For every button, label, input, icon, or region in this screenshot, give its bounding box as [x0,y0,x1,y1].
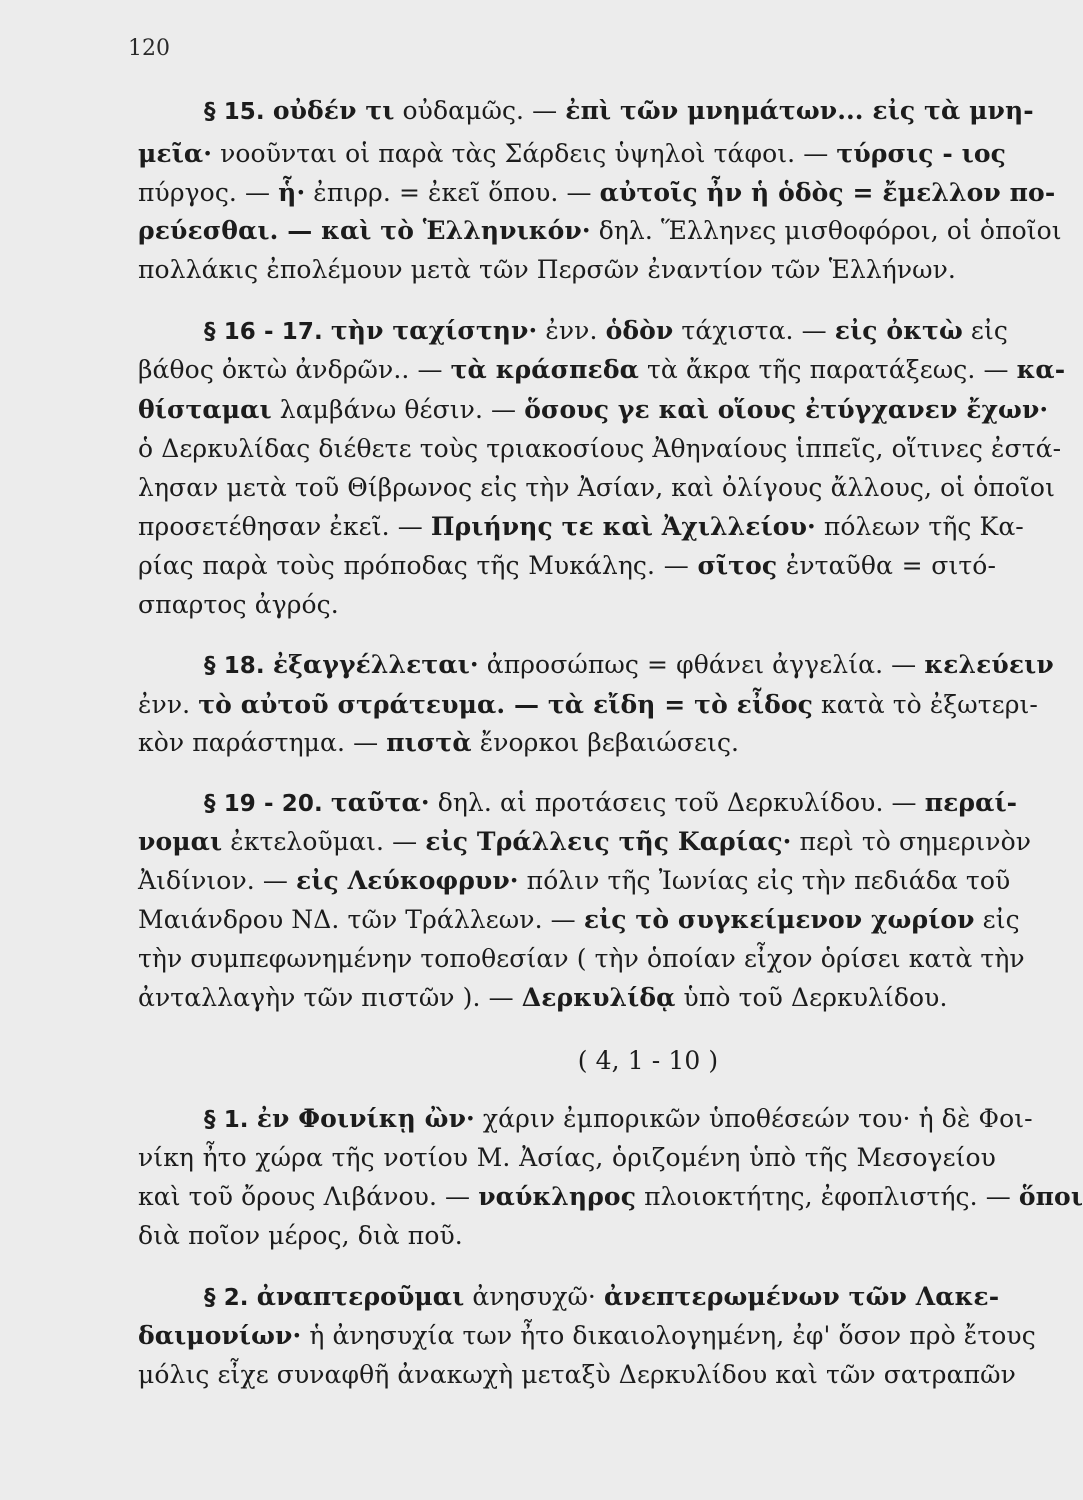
lemma-term: κελεύειν [924,650,1054,679]
gloss-text: ὁ Δερκυλίδας διέθετε τοὺς τριακοσίους Ἀθηναίους ἱππεῖς, οἵτινες ἐστά- [138,434,1062,463]
gloss-text: τάχιστα. — [673,316,835,345]
gloss-text: πόλιν τῆς Ἰωνίας εἰς τὴν πεδιάδα τοῦ [518,866,1011,895]
lemma-term: ὅσους γε καὶ οἵους ἐτύγχανεν ἔχων· [524,395,1049,424]
gloss-text: καὶ τοῦ ὄρους Λιβάνου. — [138,1182,479,1211]
gloss-text: ἐπιρρ. = ἐκεῖ ὅπου. — [305,178,600,207]
lemma-term: Πριήνης τε καὶ Ἀχιλλείου· [430,512,816,541]
gloss-text: ἐνταῦθα = σιτό- [777,551,996,580]
text-line [498,1046,798,1076]
lemma-term: αὐτοῖς ἦν ἡ ὁδὸς = ἔμελλον πο- [599,178,1056,207]
gloss-text: διὰ ποῖον μέρος, διὰ ποῦ. [138,1221,463,1250]
gloss-text: νίκη ἦτο χώρα τῆς νοτίου Μ. Ἀσίας, ὁριζομένη ὑπὸ τῆς Μεσογείου [138,1143,996,1172]
gloss-text: πόλεων τῆς Κα- [815,512,1024,541]
gloss-text: εἰς [974,905,1020,934]
gloss-text: εἰς [962,316,1008,345]
lemma-term: ἀναπτεροῦμαι [256,1282,465,1311]
gloss-text [249,1282,257,1311]
text-line [138,728,996,758]
gloss-text: ρίας παρὰ τοὺς πρόποδας τῆς Μυκάλης. — [138,551,698,580]
section-number: § 15. [204,99,265,125]
text-line [138,788,1018,819]
text-line [138,1143,996,1173]
gloss-text: πύργος. — [138,178,279,207]
gloss-text [323,316,331,345]
gloss-text: ἐκτελοῦμαι. — [222,827,426,856]
section-number: § 16 - 17. [204,319,323,345]
gloss-text: νοοῦνται οἱ παρὰ τὰς Σάρδεις ὑψηλοὶ τάφοι. — [212,139,837,168]
gloss-text: περὶ τὸ σημερινὸν [791,827,1032,856]
lemma-term: πιστὰ [386,728,472,757]
lemma-term: ἐν Φοινίκῃ ὢν· [256,1104,475,1133]
text-line [138,178,1056,208]
gloss-text: σπαρτος ἀγρός. [138,590,339,619]
page-number: 120 [128,36,170,61]
gloss-text: ἡ ἀνησυχία των ἦτο δικαιολογημένη, ἐφ' ὅσον πρὸ ἔτους [301,1321,1036,1350]
gloss-text [323,788,331,817]
lemma-term: ἐπὶ τῶν μνημάτων... εἰς τὰ μνη- [565,96,1034,125]
text-line [138,983,996,1013]
gloss-text: προσετέθησαν ἐκεῖ. — [138,512,431,541]
lemma-term: εἰς τὸ συγκείμενον χωρίον [583,905,975,934]
lemma-term: τύρσις - ιος [836,139,1006,168]
text-line [138,255,996,285]
section-number: § 1. [204,1107,249,1133]
lemma-term: δαιμονίων· [138,1321,302,1350]
text-line [138,944,1025,974]
lemma-term: περαί- [924,788,1018,817]
text-line [138,1282,1000,1313]
gloss-text: τὴν συμπεφωνημένην τοποθεσίαν ( τὴν ὁποίαν εἶχον ὁρίσει κατὰ τὴν [138,944,1025,973]
text-line [138,512,1024,542]
lemma-term: εἰς ὀκτὼ [834,316,963,345]
lemma-term: μεῖα· [138,139,213,168]
gloss-text: ἐνν. [537,316,606,345]
gloss-text: δηλ. αἱ προτάσεις τοῦ Δερκυλίδου. — [429,788,925,817]
lemma-term: κα- [1016,355,1066,384]
lemma-term: νομαι [138,827,223,856]
lemma-term: εἰς Τράλλεις τῆς Καρίας· [425,827,792,856]
gloss-text: ἀνησυχῶ· [464,1282,605,1311]
lemma-term: ναύκληρος [478,1182,637,1211]
gloss-text: κὸν παράστημα. — [138,728,387,757]
text-line [138,590,996,620]
gloss-text: πολλάκις ἐπολέμουν μετὰ τῶν Περσῶν ἐναντίον τῶν Ἑλλήνων. [138,255,956,284]
lemma-term: ταῦτα· [330,788,430,817]
lemma-term: σῖτος [697,551,778,580]
gloss-text: πλοιοκτήτης, ἐφοπλιστής. — [636,1182,1019,1211]
gloss-text: λησαν μετὰ τοῦ Θίβρωνος εἰς τὴν Ἀσίαν, καὶ ὀλίγους ἄλλους, οἱ ὁποῖοι [138,473,1055,502]
lemma-term: ὁδὸν [605,316,674,345]
gloss-text: βάθος ὀκτὼ ἀνδρῶν.. — [138,355,451,384]
gloss-text [265,96,273,125]
lemma-term: ρεύεσθαι. — καὶ τὸ Ἑλληνικόν· [138,216,591,245]
text-line [138,1182,1083,1212]
lemma-term: θίσταμαι [138,395,272,424]
gloss-text: ἀνταλλαγὴν τῶν πιστῶν ). — [138,983,522,1012]
lemma-term: ὅποι [1018,1182,1083,1211]
lemma-term: ἧ· [278,178,306,207]
text-line [138,434,1062,464]
lemma-term: Δερκυλίδᾳ [521,983,676,1012]
lemma-term: οὐδέν τι [272,96,395,125]
gloss-text: ( 4, 1 - 10 ) [577,1046,719,1075]
section-number: § 2. [204,1285,249,1311]
gloss-text: ἀπροσώπως = φθάνει ἀγγελία. — [478,650,925,679]
text-line [138,690,1038,720]
lemma-term: ἀνεπτερωμένων τῶν Λακε- [604,1282,1000,1311]
text-line [138,650,1054,681]
gloss-text [265,650,273,679]
text-line [138,1321,1036,1351]
text-line [138,473,1055,503]
gloss-text: λαμβάνω θέσιν. — [271,395,525,424]
text-line [138,216,1062,246]
text-line [138,905,1020,935]
text-line [138,1104,1033,1135]
text-line [138,96,1034,127]
gloss-text: Μαιάνδρου ΝΔ. τῶν Τράλλεων. — [138,905,584,934]
lemma-term: τὰ κράσπεδα [450,355,639,384]
section-number: § 18. [204,653,265,679]
gloss-text: ἐνν. [138,690,199,719]
text-line [138,139,1006,169]
text-line [138,827,1032,857]
gloss-text: ὑπὸ τοῦ Δερκυλίδου. [675,983,948,1012]
text-line [138,395,1049,425]
gloss-text: μόλις εἶχε συναφθῆ ἀνακωχὴ μεταξὺ Δερκυλίδου καὶ τῶν σατραπῶν [138,1360,1016,1389]
lemma-term: τὸ αὐτοῦ στράτευμα. — τὰ εἴδη = τὸ εἶδος [198,690,814,719]
gloss-text: οὐδαμῶς. — [394,96,566,125]
lemma-term: εἰς Λεύκοφρυν· [296,866,519,895]
text-line [138,1360,1016,1390]
text-line [138,355,1066,385]
lemma-term: τὴν ταχίστην· [330,316,538,345]
text-line [138,1221,996,1251]
gloss-text: κατὰ τὸ ἐξωτερι- [813,690,1038,719]
text-line [138,551,996,581]
gloss-text: χάριν ἐμπορικῶν ὑποθέσεών του· ἡ δὲ Φοι- [474,1104,1033,1133]
gloss-text: Ἀιδίνιον. — [138,866,296,895]
gloss-text: ἔνορκοι βεβαιώσεις. [471,728,740,757]
text-line [138,866,1011,896]
gloss-text [249,1104,257,1133]
gloss-text: τὰ ἄκρα τῆς παρατάξεως. — [638,355,1017,384]
section-number: § 19 - 20. [204,791,323,817]
text-line [138,316,1008,347]
lemma-term: ἐξαγγέλλεται· [272,650,479,679]
gloss-text: δηλ. Ἕλληνες μισθοφόροι, οἱ ὁποῖοι [590,216,1062,245]
